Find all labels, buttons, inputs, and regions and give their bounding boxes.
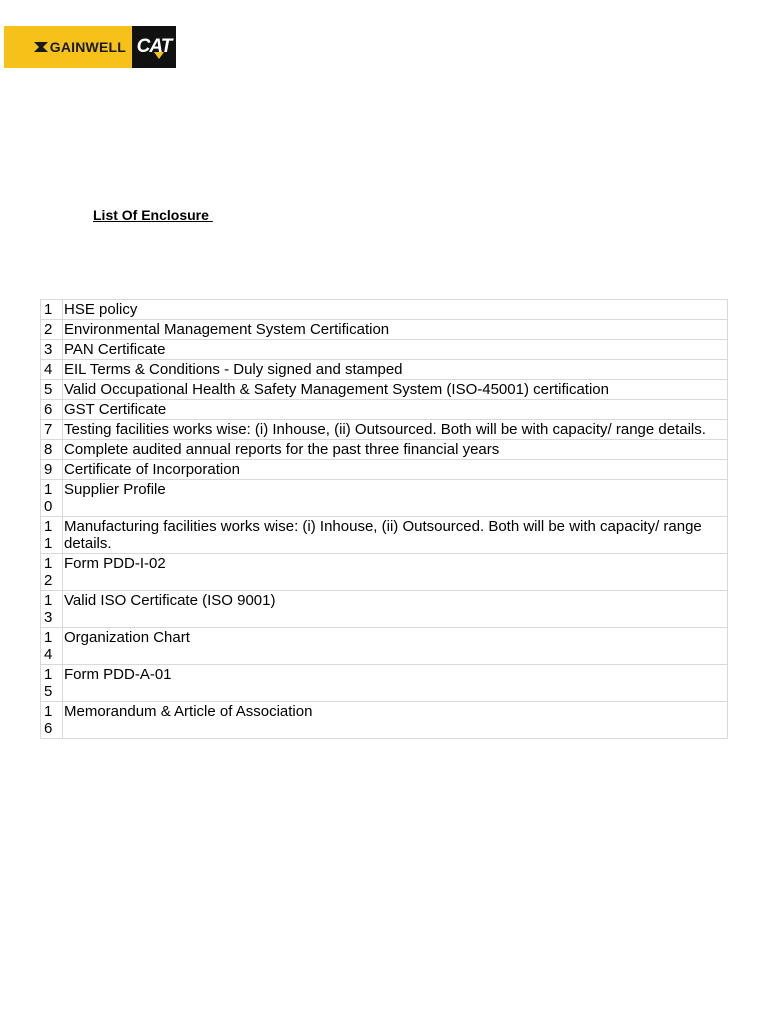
row-number: 2 bbox=[41, 320, 63, 340]
table-row bbox=[41, 360, 728, 380]
row-description: Complete audited annual reports for the past three financial years bbox=[63, 440, 728, 460]
table-row bbox=[41, 591, 728, 628]
table-row bbox=[41, 480, 728, 517]
enclosure-table-body bbox=[41, 300, 728, 739]
table-row bbox=[41, 440, 728, 460]
table-row bbox=[41, 380, 728, 400]
row-number: 6 bbox=[41, 400, 63, 420]
row-description: EIL Terms & Conditions - Duly signed and stamped bbox=[63, 360, 728, 380]
row-description: Form PDD-I-02 bbox=[63, 554, 728, 591]
row-number: 1 bbox=[41, 300, 63, 320]
row-description: Supplier Profile bbox=[63, 480, 728, 517]
row-number: 3 bbox=[41, 340, 63, 360]
table-row bbox=[41, 665, 728, 702]
cat-triangle-icon bbox=[154, 52, 164, 59]
table-row bbox=[41, 340, 728, 360]
table-row bbox=[41, 420, 728, 440]
table-row bbox=[41, 400, 728, 420]
row-number: 14 bbox=[41, 628, 63, 665]
gainwell-logo bbox=[4, 26, 132, 68]
row-number: 11 bbox=[41, 517, 63, 554]
row-description: Form PDD-A-01 bbox=[63, 665, 728, 702]
company-logo bbox=[4, 26, 176, 68]
row-description: Memorandum & Article of Association bbox=[63, 702, 728, 739]
row-number: 5 bbox=[41, 380, 63, 400]
table-row bbox=[41, 517, 728, 554]
table-row bbox=[41, 702, 728, 739]
row-description: PAN Certificate bbox=[63, 340, 728, 360]
table-row bbox=[41, 628, 728, 665]
cat-logo-text: CAT bbox=[136, 36, 172, 57]
row-number: 10 bbox=[41, 480, 63, 517]
row-number: 12 bbox=[41, 554, 63, 591]
row-description: Valid ISO Certificate (ISO 9001) bbox=[63, 591, 728, 628]
row-number: 8 bbox=[41, 440, 63, 460]
row-number: 16 bbox=[41, 702, 63, 739]
page-title: List Of Enclosure bbox=[93, 207, 213, 223]
row-description: GST Certificate bbox=[63, 400, 728, 420]
row-number: 7 bbox=[41, 420, 63, 440]
enclosure-table bbox=[40, 299, 728, 739]
row-description: Environmental Management System Certification bbox=[63, 320, 728, 340]
row-number: 13 bbox=[41, 591, 63, 628]
gainwell-logo-text: GAINWELL bbox=[49, 39, 126, 55]
row-description: Valid Occupational Health & Safety Management System (ISO-45001) certification bbox=[63, 380, 728, 400]
table-row bbox=[41, 320, 728, 340]
row-number: 9 bbox=[41, 460, 63, 480]
cat-logo bbox=[132, 26, 176, 68]
table-row bbox=[41, 460, 728, 480]
row-description: Manufacturing facilities works wise: (i) Inhouse, (ii) Outsourced. Both will be with capacity/ range details. bbox=[63, 517, 728, 554]
row-description: Organization Chart bbox=[63, 628, 728, 665]
row-number: 15 bbox=[41, 665, 63, 702]
row-number: 4 bbox=[41, 360, 63, 380]
row-description: HSE policy bbox=[63, 300, 728, 320]
row-description: Testing facilities works wise: (i) Inhouse, (ii) Outsourced. Both will be with capacity/ range details. bbox=[63, 420, 728, 440]
table-row bbox=[41, 300, 728, 320]
table-row bbox=[41, 554, 728, 591]
gainwell-arrow-icon bbox=[34, 42, 48, 52]
row-description: Certificate of Incorporation bbox=[63, 460, 728, 480]
